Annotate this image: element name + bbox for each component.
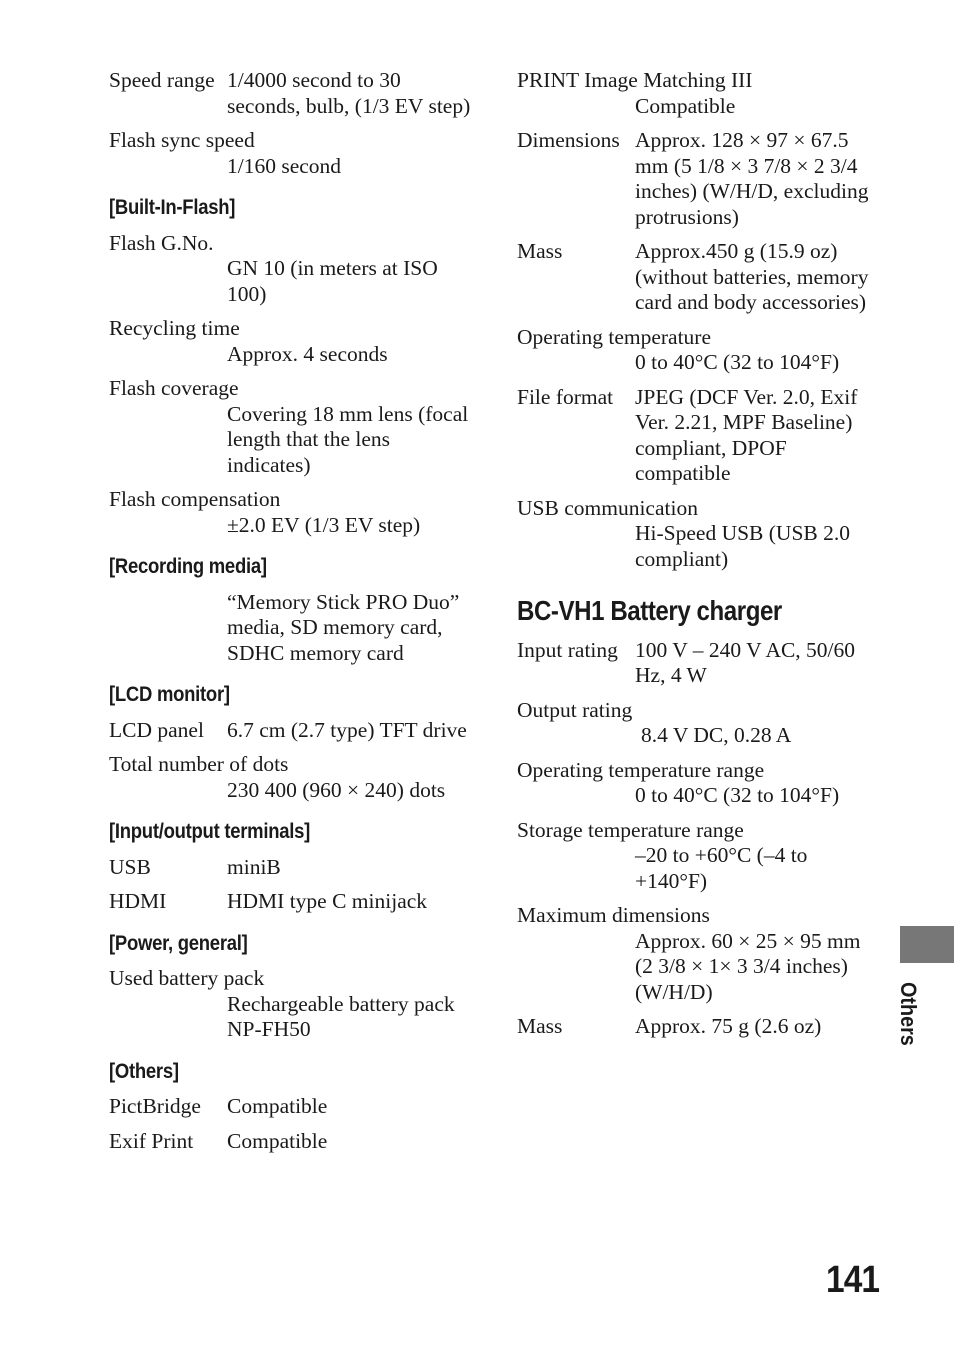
spec-usb xyxy=(109,855,474,881)
spec-label: Flash compensation xyxy=(109,487,281,511)
spec-value: 230 400 (960 × 240) dots xyxy=(227,777,446,802)
spec-label: Maximum dimensions xyxy=(517,903,710,927)
spec-recycling-time xyxy=(109,316,474,367)
spec-value: Approx. 128 × 97 × 67.5 mm (5 1/8 × 3 7/8 × 2 3/4 inches) (W/H/D, excluding protrusions) xyxy=(635,128,869,229)
spec-value: GN 10 (in meters at ISO 100) xyxy=(227,256,438,306)
spec-value: JPEG (DCF Ver. 2.0, Exif Ver. 2.21, MPF Baseline) compliant, DPOF compatible xyxy=(635,384,858,485)
section-heading-io-terminals: [Input/output terminals] xyxy=(109,820,311,843)
spec-operating-temperature xyxy=(517,325,882,376)
spec-value: Approx. 4 seconds xyxy=(227,341,388,366)
spec-value: HDMI type C minijack xyxy=(227,889,428,913)
spec-dimensions xyxy=(517,128,882,230)
spec-label: Operating temperature xyxy=(517,324,712,349)
spec-label: Mass xyxy=(517,239,563,263)
spec-flash-coverage xyxy=(109,376,474,478)
charger-heading: BC-VH1 Battery charger xyxy=(517,595,782,626)
section-heading-recording-media: [Recording media] xyxy=(109,555,267,578)
spec-label: Dimensions xyxy=(517,128,620,152)
spec-battery-pack xyxy=(109,966,474,1043)
spec-speed-range xyxy=(109,68,474,119)
spec-label: Exif Print xyxy=(109,1128,194,1153)
spec-label: Total number of dots xyxy=(109,752,289,776)
spec-label: Operating temperature range xyxy=(517,757,765,782)
spec-label: Speed range xyxy=(109,68,215,92)
spec-label: File format xyxy=(517,384,614,409)
spec-flash-compensation xyxy=(109,487,474,538)
spec-value: 6.7 cm (2.7 type) TFT drive xyxy=(227,717,467,742)
left-column xyxy=(109,68,474,1163)
spec-value: Compatible xyxy=(227,1094,328,1118)
spec-label: LCD panel xyxy=(109,717,204,742)
spec-value: 0 to 40°C (32 to 104°F) xyxy=(635,783,840,807)
spec-value: Approx.450 g (15.9 oz) (without batteries, memory card and body accessories) xyxy=(635,239,869,314)
spec-label: PRINT Image Matching III xyxy=(517,68,753,92)
spec-usb-communication xyxy=(517,496,882,573)
spec-flash-gno xyxy=(109,231,474,308)
spec-label: Recycling time xyxy=(109,316,240,340)
spec-value: miniB xyxy=(227,854,281,879)
section-tab-text: Others xyxy=(896,982,921,1046)
spec-input-rating xyxy=(517,638,882,689)
spec-pictbridge xyxy=(109,1094,474,1120)
spec-value: 0 to 40°C (32 to 104°F) xyxy=(635,350,840,374)
spec-exif-print xyxy=(109,1129,474,1155)
spec-label: Storage temperature range xyxy=(517,817,744,842)
spec-label: Input rating xyxy=(517,637,618,662)
spec-label: USB communication xyxy=(517,495,698,520)
spec-value: Hi-Speed USB (USB 2.0 compliant) xyxy=(635,521,851,571)
spec-value: Approx. 60 × 25 × 95 mm (2 3/8 × 1× 3 3/4 inches) (W/H/D) xyxy=(635,928,861,1004)
spec-storage-temperature xyxy=(517,818,882,895)
spec-lcd-panel xyxy=(109,718,474,744)
spec-label: Output rating xyxy=(517,697,633,722)
spec-label: Flash G.No. xyxy=(109,230,214,255)
spec-total-dots xyxy=(109,752,474,803)
spec-label: Used battery pack xyxy=(109,966,265,990)
spec-label: Flash coverage xyxy=(109,376,239,400)
section-heading-power-general: [Power, general] xyxy=(109,931,248,955)
spec-value: ±2.0 EV (1/3 EV step) xyxy=(227,512,421,537)
section-tab-label xyxy=(895,982,921,1052)
right-column xyxy=(517,68,882,1049)
spec-flash-sync xyxy=(109,128,474,179)
spec-value: “Memory Stick PRO Duo” media, SD memory card, SDHC memory card xyxy=(227,589,460,665)
section-heading-others: [Others] xyxy=(109,1059,179,1083)
spec-label: HDMI xyxy=(109,889,167,913)
spec-maximum-dimensions xyxy=(517,903,882,1005)
spec-mass xyxy=(517,239,882,316)
section-tab-marker xyxy=(900,926,954,963)
spec-file-format xyxy=(517,385,882,487)
spec-output-rating xyxy=(517,698,882,749)
spec-value: –20 to +60°C (–4 to +140°F) xyxy=(635,843,808,893)
section-heading-built-in-flash: [Built-In-Flash] xyxy=(109,196,236,219)
spec-value: 100 V – 240 V AC, 50/60 Hz, 4 W xyxy=(635,637,856,687)
spec-label: PictBridge xyxy=(109,1094,201,1118)
spec-value: 8.4 V DC, 0.28 A xyxy=(641,723,792,747)
spec-label: Flash sync speed xyxy=(109,128,255,152)
spec-value: Rechargeable battery pack NP-FH50 xyxy=(227,991,455,1041)
spec-value: 1/4000 second to 30 seconds, bulb, (1/3 EV step) xyxy=(227,68,471,118)
spec-charger-operating-temperature xyxy=(517,758,882,809)
spec-hdmi xyxy=(109,889,474,915)
spec-label: USB xyxy=(109,854,151,879)
spec-recording-media xyxy=(109,590,474,667)
spec-charger-mass xyxy=(517,1014,882,1040)
spec-value: Compatible xyxy=(227,1128,328,1153)
spec-label: Mass xyxy=(517,1014,563,1038)
spec-value: Covering 18 mm lens (focal length that the lens indicates) xyxy=(227,401,469,477)
spec-value: Approx. 75 g (2.6 oz) xyxy=(635,1014,822,1038)
page-number: 141 xyxy=(826,1259,880,1301)
spec-value: 1/160 second xyxy=(227,153,342,178)
spec-value: Compatible xyxy=(635,93,736,118)
section-heading-lcd-monitor: [LCD monitor] xyxy=(109,683,230,706)
spec-print-image-matching xyxy=(517,68,882,119)
